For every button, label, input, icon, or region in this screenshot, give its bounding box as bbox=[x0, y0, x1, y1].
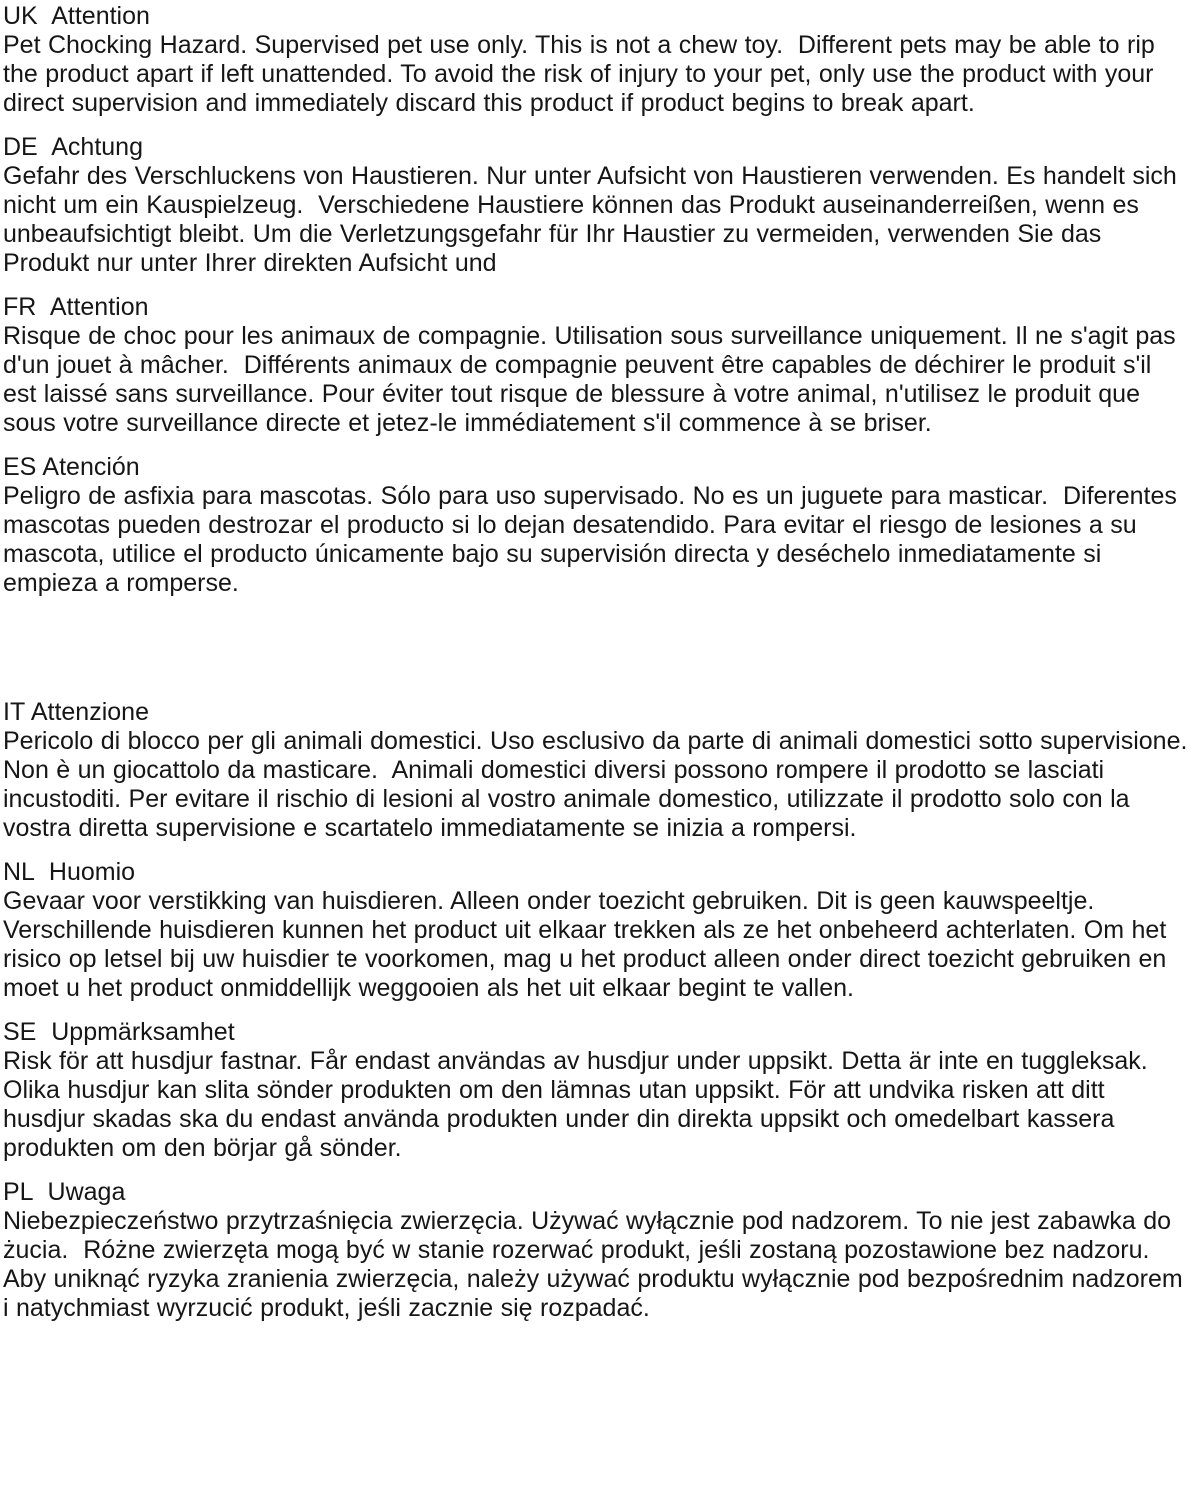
section-fr-heading: FR Attention bbox=[3, 293, 149, 321]
section-es-body: Peligro de asfixia para mascotas. Sólo para uso supervisado. No es un juguete para masticar. Diferentes mascotas pueden destrozar el producto si lo dejan desatendido. Para evitar el riesgo de lesiones a su mascota, utilice el producto únicamente bajo su supervisión directa y deséchelo inmediatamente si empieza a romperse. bbox=[3, 482, 1185, 597]
section-uk-heading: UK Attention bbox=[3, 2, 150, 30]
section-nl-body: Gevaar voor verstikking van huisdieren. Alleen onder toezicht gebruiken. Dit is geen kauwspeeltje. Verschillende huisdieren kunnen het product uit elkaar trekken als ze het onbeheerd achterlaten. Om het risico op letsel bij uw huisdier te voorkomen, mag u het product alleen onder direct toezicht gebruiken en moet u het product onmiddellijk weggooien als het uit elkaar begint te vallen. bbox=[3, 887, 1174, 1002]
section-uk bbox=[3, 2, 1189, 118]
section-uk-body: Pet Chocking Hazard. Supervised pet use only. This is not a chew toy. Different pets may be able to rip the product apart if left unattended. To avoid the risk of injury to your pet, only use the product with your direct supervision and immediately discard this product if product begins to break apart. bbox=[3, 31, 1163, 117]
section-es bbox=[3, 453, 1189, 598]
section-de bbox=[3, 133, 1189, 278]
section-de-heading: DE Achtung bbox=[3, 133, 143, 161]
section-it-heading: IT Attenzione bbox=[3, 698, 149, 726]
section-nl bbox=[3, 858, 1189, 1003]
section-se-body: Risk för att husdjur fastnar. Får endast användas av husdjur under uppsikt. Detta är inte en tuggleksak. Olika husdjur kan slita sönder produkten om den lämnas utan uppsikt. För att undvika risken att ditt husdjur skadas ska du endast använda produkten under din direkta uppsikt och omedelbart kassera produkten om den börjar gå sönder. bbox=[3, 1047, 1163, 1162]
section-pl-body: Niebezpieczeństwo przytrzaśnięcia zwierzęcia. Używać wyłącznie pod nadzorem. To nie jest zabawka do żucia. Różne zwierzęta mogą być w stanie rozerwać produkt, jeśli zostaną pozostawione bez nadzoru. Aby uniknąć ryzyka zranienia zwierzęcia, należy używać produktu wyłącznie pod bezpośrednim nadzorem i natychmiast wyrzucić produkt, jeśli zacznie się rozpadać. bbox=[3, 1207, 1191, 1322]
section-pl bbox=[3, 1178, 1189, 1323]
section-nl-heading: NL Huomio bbox=[3, 858, 136, 886]
section-it bbox=[3, 698, 1195, 843]
section-es-heading: ES Atención bbox=[3, 453, 140, 481]
section-fr-body: Risque de choc pour les animaux de compagnie. Utilisation sous surveillance uniquement. Il ne s'agit pas d'un jouet à mâcher. Différents animaux de compagnie peuvent être capables de déchirer le produit s'il est laissé sans surveillance. Pour éviter tout risque de blessure à votre animal, n'utilisez le produit que sous votre surveillance directe et jetez-le immédiatement s'il commence à se briser. bbox=[3, 322, 1184, 437]
section-de-body: Gefahr des Verschluckens von Haustieren. Nur unter Aufsicht von Haustieren verwenden. Es handelt sich nicht um ein Kauspielzeug. Verschiedene Haustiere können das Produkt auseinanderreißen, wenn es unbeaufsichtigt bleibt. Um die Verletzungsgefahr für Ihr Haustier zu vermeiden, verwenden Sie das Produkt nur unter Ihrer direkten Aufsicht und bbox=[3, 162, 1185, 277]
section-se bbox=[3, 1018, 1189, 1163]
section-fr bbox=[3, 293, 1189, 438]
section-it-body: Pericolo di blocco per gli animali domestici. Uso esclusivo da parte di animali domestici sotto supervisione. Non è un giocattolo da masticare. Animali domestici diversi possono rompere il prodotto se lasciati incustoditi. Per evitare il rischio di lesioni al vostro animale domestico, utilizzate il prodotto solo con la vostra diretta supervisione e scartatelo immediatamente se inizia a rompersi. bbox=[3, 727, 1195, 842]
section-se-heading: SE Uppmärksamhet bbox=[3, 1018, 235, 1046]
section-pl-heading: PL Uwaga bbox=[3, 1178, 126, 1206]
